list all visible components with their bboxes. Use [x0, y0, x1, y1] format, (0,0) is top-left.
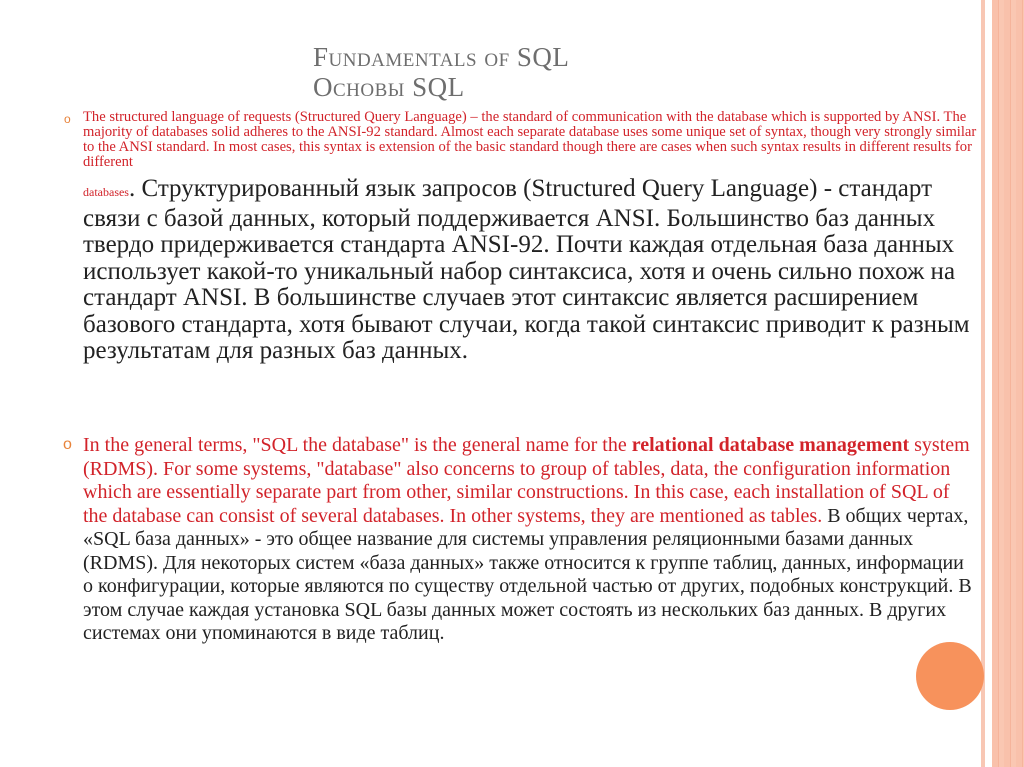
- title-ru: Основы SQL: [313, 72, 465, 102]
- title-en: Fundamentals of SQL: [313, 42, 570, 72]
- bullet-2-ru: В общих чертах, «SQL база данных» - это общее название для системы управления реляционными базами данных (RDMS). Для некоторых систем «база данных» также относится к группе таблиц, данных, информации о конфигурации, которые являются по существу отдельной частью от других, подобных конструкций. В этом случае каждая установка SQL базы данных может состоять из нескольких баз данных. В других системах они упоминаются в виде таблиц.: [83, 504, 972, 644]
- bullet-icon: o: [63, 436, 72, 453]
- bullet-1-en-tail: databases: [83, 185, 129, 199]
- bullet-2-en-a: In the general terms, "SQL the database" is the general name for the: [83, 434, 632, 456]
- bullet-icon: o: [64, 112, 71, 126]
- bullet-1-ru: [83, 176, 978, 365]
- bullet-1-en: The structured language of requests (Structured Query Language) – the standard of communication with the database which is supported by ANSI. The majority of databases solid adheres to the ANSI-92 standard. Almost each separate database uses some unique set of syntax, though very strongly similar to the ANSI standard. In most cases, this syntax is extension of the basic standard though there are cases when such syntax results in different results for different: [83, 109, 977, 170]
- decorative-stripe: [981, 0, 985, 767]
- bullet-2-en-bold: relational database management: [631, 434, 910, 456]
- bullet-2: [83, 434, 978, 646]
- decorative-stripe-band: [992, 0, 1024, 767]
- bullet-1-ru-text: . Структурированный язык запросов (Structured Query Language) - стандарт связи с базой данных, который поддерживается ANSI. Большинство баз данных твердо придерживается стандарта ANSI-92. Почти каждая отдельная база данных использует какой-то уникальный набор синтаксиса, хотя и очень сильно похож на стандарт ANSI. В большинстве случаев этот синтаксис является расширением базового стандарта, хотя бывают случаи, когда такой синтаксис приводит к разным результатам для разных баз данных.: [83, 175, 970, 364]
- decorative-circle: [916, 642, 984, 710]
- slide-title: [313, 42, 569, 102]
- bullet-2-en-b: system (RDMS). For some systems, "database" also concerns to group of tables, data, the configuration information which are essentially separate part from other, similar constructions. In this case, each installation of SQL of the database can consist of several databases. In other systems, they are mentioned as tables.: [83, 434, 970, 527]
